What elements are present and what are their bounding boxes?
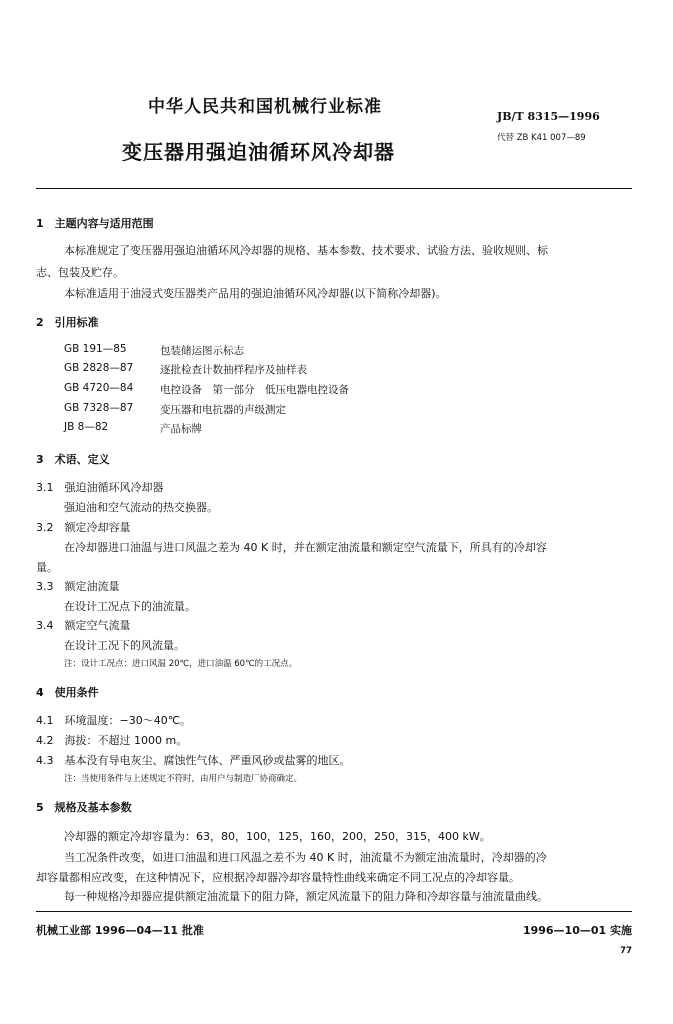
section-3-heading: 3 术语、定义 — [36, 453, 110, 466]
term-3-3-definition: 在设计工况点下的油流量。 — [64, 600, 196, 613]
section-4-note: 注：当使用条件与上述规定不符时，由用户与制造厂协商确定。 — [64, 774, 303, 784]
condition-4-2: 4.2 海拔：不超过 1000 m。 — [36, 734, 188, 747]
section-5-para-2-cont: 却容量都相应改变，在这种情况下，应根据冷却器冷却容量特性曲线来确定不同工况点的冷却容量。 — [36, 871, 520, 884]
term-3-4: 3.4 额定空气流量 — [36, 619, 131, 632]
condition-4-1: 4.1 环境温度：−30～40℃。 — [36, 714, 192, 727]
section-1-heading: 1 主题内容与适用范围 — [36, 217, 154, 230]
page-number: 77 — [620, 946, 632, 956]
replaces-standard: 代替 ZB K41 007—89 — [497, 133, 586, 143]
section-1-para-1: 本标准规定了变压器用强迫油循环风冷却器的规格、基本参数、技术要求、试验方法、验收规则、标 — [64, 244, 548, 257]
standard-number: JB/T 8315—1996 — [497, 110, 600, 123]
implementation-date: 1996—10—01 实施 — [522, 924, 632, 937]
ref-name: 包装储运图示标志 — [160, 345, 244, 357]
section-5-para-2: 当工况条件改变，如进口油温和进口风温之差不为 40 K 时，油流量不为额定油流量时，冷却器的冷 — [64, 851, 547, 864]
ref-name: 逐批检查计数抽样程序及抽样表 — [160, 364, 307, 376]
term-3-3: 3.3 额定油流量 — [36, 580, 120, 593]
condition-4-3: 4.3 基本没有导电灰尘、腐蚀性气体、严重风砂或盐雾的地区。 — [36, 754, 351, 767]
section-5-heading: 5 规格及基本参数 — [36, 801, 132, 814]
section-1-para-2: 本标准适用于油浸式变压器类产品用的强迫油循环风冷却器(以下简称冷却器)。 — [64, 287, 447, 300]
ref-code: GB 4720—84 — [64, 382, 134, 394]
approval-note: 机械工业部 1996—04—11 批准 — [36, 924, 204, 937]
ref-code: JB 8—82 — [64, 421, 109, 433]
ref-code: GB 2828—87 — [64, 362, 134, 374]
ref-name: 产品标牌 — [160, 423, 202, 435]
section-5-para-1: 冷却器的额定冷却容量为：63，80，100，125，160，200，250，315，400 kW。 — [64, 830, 491, 843]
ref-name: 电控设备 第一部分 低压电器电控设备 — [160, 384, 349, 396]
footer-divider — [36, 911, 632, 912]
term-3-2: 3.2 额定冷却容量 — [36, 521, 131, 534]
header-divider — [36, 188, 632, 189]
term-3-1-definition: 强迫油和空气流动的热交换器。 — [64, 501, 218, 514]
term-3-4-definition: 在设计工况下的风流量。 — [64, 639, 185, 652]
section-1-para-1-cont: 志、包装及贮存。 — [36, 266, 124, 279]
term-3-2-definition-cont: 量。 — [36, 561, 58, 574]
document-title: 变压器用强迫油循环风冷却器 — [122, 140, 395, 164]
section-5-para-3: 每一种规格冷却器应提供额定油流量下的阻力降，额定风流量下的阻力降和冷却容量与油流量曲线。 — [64, 890, 548, 903]
term-3-1: 3.1 强迫油循环风冷却器 — [36, 481, 164, 494]
section-2-heading: 2 引用标准 — [36, 316, 99, 329]
ref-name: 变压器和电抗器的声级测定 — [160, 404, 286, 416]
section-4-heading: 4 使用条件 — [36, 686, 99, 699]
term-3-2-definition: 在冷却器进口油温与进口风温之差为 40 K 时，并在额定油流量和额定空气流量下，所具有的冷却容 — [64, 541, 547, 554]
ref-code: GB 191—85 — [64, 343, 127, 355]
ref-code: GB 7328—87 — [64, 402, 134, 414]
section-3-note: 注：设计工况点：进口风温 20℃，进口油温 60℃的工况点。 — [64, 659, 298, 669]
issuing-body: 中华人民共和国机械行业标准 — [148, 97, 382, 117]
